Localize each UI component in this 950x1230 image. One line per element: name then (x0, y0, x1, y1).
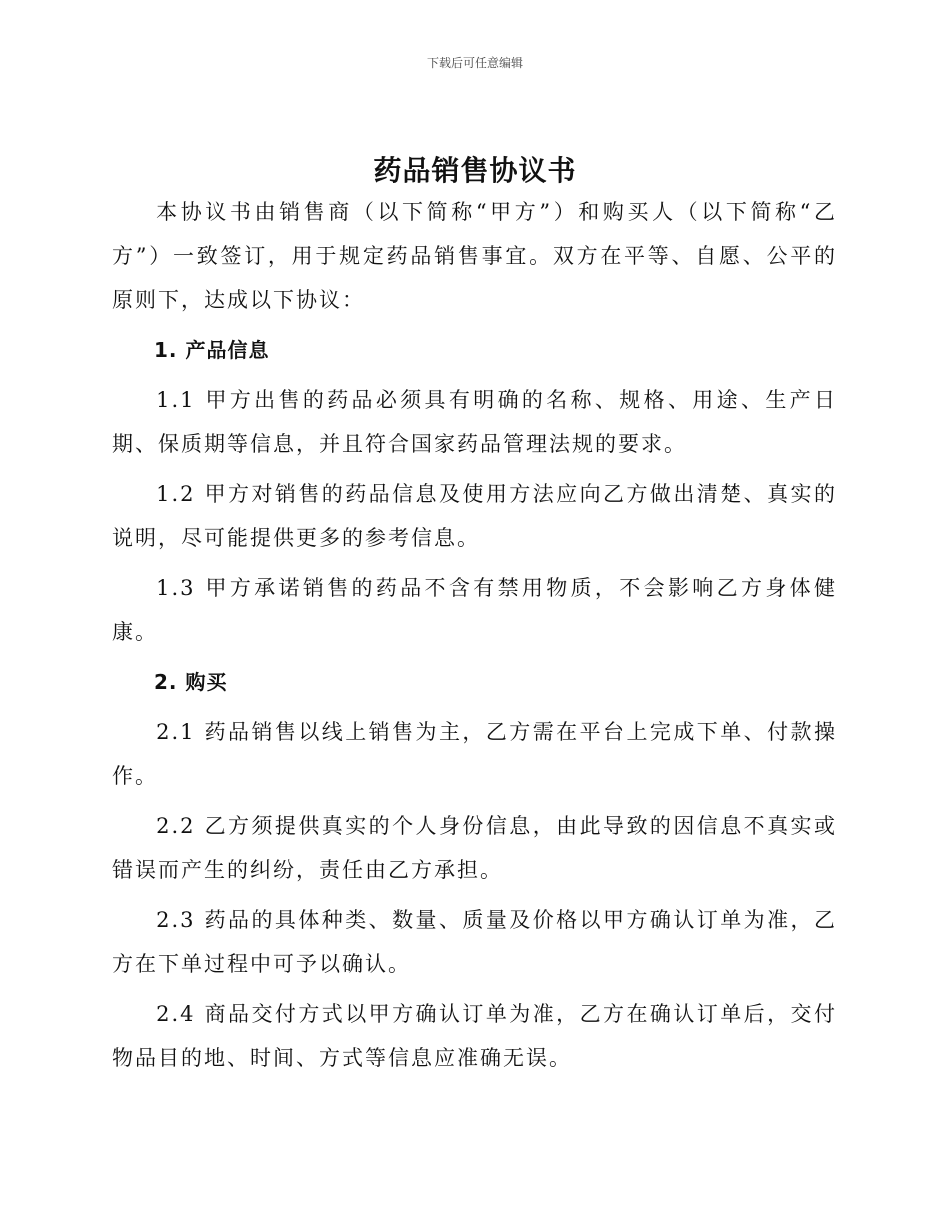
document-title: 药品销售协议书 (373, 154, 577, 187)
section-heading-product-info: 1. 产品信息 (154, 338, 270, 362)
intro-paragraph: 本协议书由销售商（以下简称“甲方”）和购买人（以下简称“乙方”）一致签订，用于规定药品销售事宜。双方在平等、自愿、公平的原则下，达成以下协议： (112, 200, 837, 312)
clause-1-3: 1.3 甲方承诺销售的药品不含有禁用物质，不会影响乙方身体健康。 (112, 576, 837, 644)
section-heading-purchase: 2. 购买 (154, 670, 228, 694)
clause-2-3: 2.3 药品的具体种类、数量、质量及价格以甲方确认订单为准，乙方在下单过程中可予以确认。 (112, 908, 837, 976)
clause-1-1: 1.1 甲方出售的药品必须具有明确的名称、规格、用途、生产日期、保质期等信息，并且符合国家药品管理法规的要求。 (112, 388, 837, 456)
header-note: 下载后可任意编辑 (426, 56, 523, 70)
clause-2-4: 2.4 商品交付方式以甲方确认订单为准，乙方在确认订单后，交付物品目的地、时间、方式等信息应准确无误。 (112, 1002, 837, 1070)
clause-2-2: 2.2 乙方须提供真实的个人身份信息，由此导致的因信息不真实或错误而产生的纠纷，责任由乙方承担。 (112, 814, 837, 882)
clause-2-1: 2.1 药品销售以线上销售为主，乙方需在平台上完成下单、付款操作。 (112, 720, 837, 788)
document-body (112, 190, 837, 1086)
clause-1-2: 1.2 甲方对销售的药品信息及使用方法应向乙方做出清楚、真实的说明，尽可能提供更多的参考信息。 (112, 482, 837, 550)
